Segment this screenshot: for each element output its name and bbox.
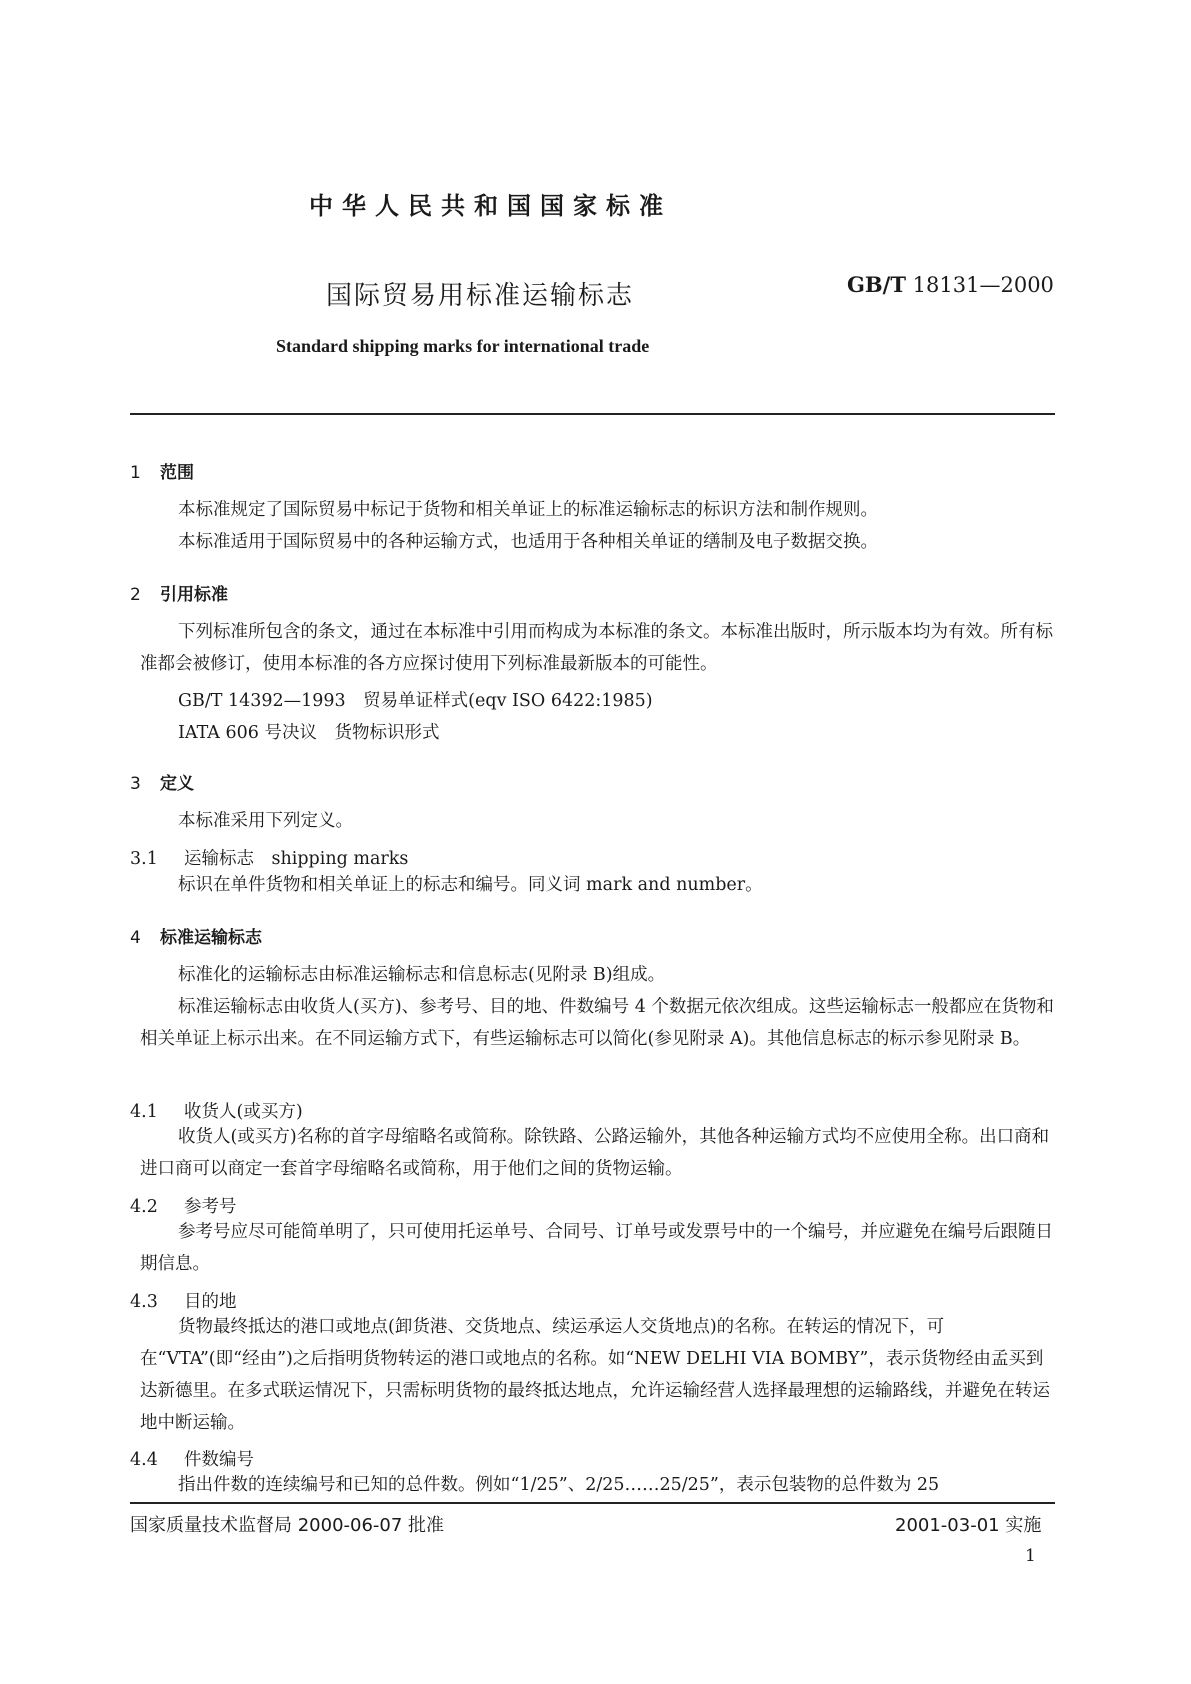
section-3-paragraph: 本标准采用下列定义。 bbox=[178, 811, 353, 831]
subsection-4-1-heading: 4.1 收货人(或买方) bbox=[130, 1102, 303, 1122]
standard-code-prefix: GB/T bbox=[847, 272, 906, 297]
subsection-3-1-text: 标识在单件货物和相关单证上的标志和编号。同义词 mark and number。 bbox=[178, 875, 763, 895]
header-divider bbox=[130, 413, 1055, 415]
page-number: 1 bbox=[1025, 1546, 1036, 1566]
section-4-paragraph: 标准化的运输标志由标准运输标志和信息标志(见附录 B)组成。 bbox=[178, 965, 666, 985]
section-2-paragraph: 下列标准所包含的条文，通过在本标准中引用而构成为本标准的条文。本标准出版时，所示版本均为有效。所有标准都会被修订，使用本标准的各方应探讨使用下列标准最新版本的可能性。 bbox=[140, 622, 1053, 674]
issuing-organization: 中华人民共和国国家标准 bbox=[309, 192, 672, 220]
section-heading-3: 3 定义 bbox=[130, 774, 194, 794]
section-heading-2: 2 引用标准 bbox=[130, 585, 228, 605]
footer-divider bbox=[130, 1502, 1055, 1504]
subsection-4-4-text: 指出件数的连续编号和已知的总件数。例如“1/25”、2/25……25/25”，表示包装物的总件数为 25 bbox=[178, 1475, 940, 1495]
subsection-4-1-text: 收货人(或买方)名称的首字母缩略名或简称。除铁路、公路运输外，其他各种运输方式均不应使用全称。出口商和进口商可以商定一套首字母缩略名或简称，用于他们之间的货物运输。 bbox=[140, 1127, 1050, 1179]
section-4-paragraph: 标准运输标志由收货人(买方)、参考号、目的地、件数编号 4 个数据元依次组成。这些运输标志一般都应在货物和相关单证上标示出来。在不同运输方式下，有些运输标志可以简化(参见附录 A)。其他信息标志的标示参见附录 B。 bbox=[140, 997, 1054, 1049]
section-1-paragraph: 本标准适用于国际贸易中的各种运输方式，也适用于各种相关单证的缮制及电子数据交换。 bbox=[178, 532, 878, 552]
standard-code bbox=[847, 272, 1054, 297]
english-title: Standard shipping marks for international trade bbox=[276, 336, 650, 356]
section-heading-1: 1 范围 bbox=[130, 463, 194, 483]
subsection-4-2-text: 参考号应尽可能简单明了，只可使用托运单号、合同号、订单号或发票号中的一个编号，并应避免在编号后跟随日期信息。 bbox=[140, 1222, 1053, 1274]
standard-code-number: 18131—2000 bbox=[912, 273, 1054, 297]
subsection-4-3-text: 货物最终抵达的港口或地点(卸货港、交货地点、续运承运人交货地点)的名称。在转运的情况下，可在“VTA”(即“经由”)之后指明货物转运的港口或地点的名称。如“NEW DELHI VIA BOMBY”，表示货物经由孟买到达新德里。在多式联运情况下，只需标明货物的最终抵达地点，允许运输经营人选择最理想的运输路线，并避免在转运地中断运输。 bbox=[140, 1317, 1050, 1433]
approval-date: 国家质量技术监督局 2000-06-07 批准 bbox=[130, 1515, 445, 1536]
implementation-date: 2001-03-01 实施 bbox=[895, 1515, 1042, 1536]
subsection-4-2-heading: 4.2 参考号 bbox=[130, 1197, 237, 1217]
reference-standard: IATA 606 号决议 货物标识形式 bbox=[178, 723, 440, 743]
section-1-paragraph: 本标准规定了国际贸易中标记于货物和相关单证上的标准运输标志的标识方法和制作规则。 bbox=[178, 500, 878, 520]
subsection-3-1-heading: 3.1 运输标志 shipping marks bbox=[130, 849, 409, 869]
subsection-4-3-heading: 4.3 目的地 bbox=[130, 1292, 237, 1312]
document-title: 国际贸易用标准运输标志 bbox=[326, 281, 635, 311]
reference-standard: GB/T 14392—1993 贸易单证样式(eqv ISO 6422:1985) bbox=[178, 691, 653, 711]
subsection-4-4-heading: 4.4 件数编号 bbox=[130, 1450, 254, 1470]
section-heading-4: 4 标准运输标志 bbox=[130, 928, 262, 948]
